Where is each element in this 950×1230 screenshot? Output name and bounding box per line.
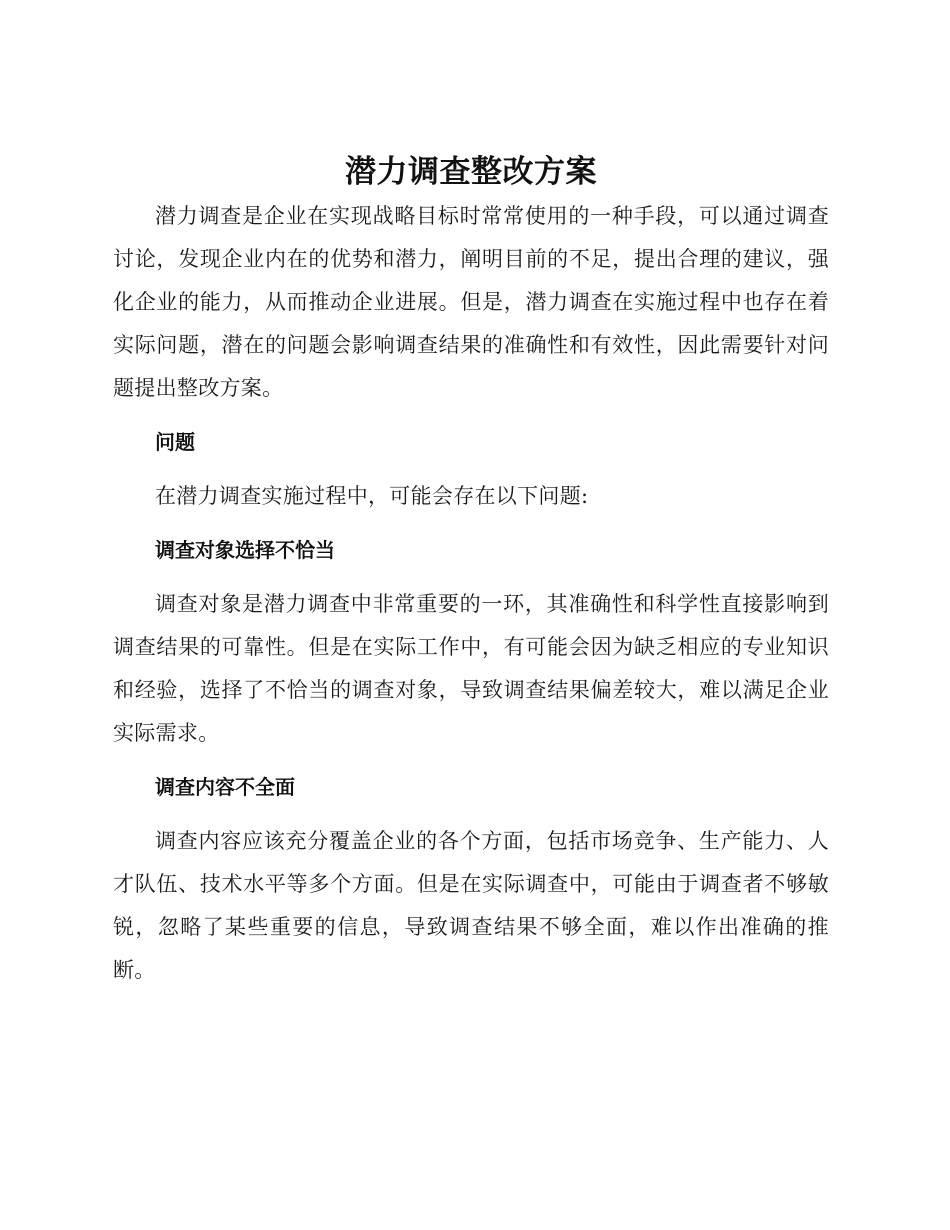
document-content (113, 150, 829, 992)
intro-paragraph: 潜力调查是企业在实现战略目标时常常使用的一种手段，可以通过调查讨论，发现企业内在的优势和潜力，阐明目前的不足，提出合理的建议，强化企业的能力，从而推动企业进展。但是，潜力调查在实施过程中也存在着实际问题，潜在的问题会影响调查结果的准确性和有效性，因此需要针对问题提出整改方案。 (113, 204, 829, 400)
document-title: 潜力调查整改方案 (345, 154, 597, 190)
subsection-body-content-coverage: 调查内容应该充分覆盖企业的各个方面，包括市场竞争、生产能力、人才队伍、技术水平等多个方面。但是在实际调查中，可能由于调查者不够敏锐，忽略了某些重要的信息，导致调查结果不够全面，难以作出准确的推断。 (113, 829, 829, 982)
subsection-body-object-selection: 调查对象是潜力调查中非常重要的一环，其准确性和科学性直接影响到调查结果的可靠性。但是在实际工作中，有可能会因为缺乏相应的专业知识和经验，选择了不恰当的调查对象，导致调查结果偏差较大，难以满足企业实际需求。 (113, 592, 829, 745)
subsection-heading-content-coverage: 调查内容不全面 (155, 775, 295, 799)
problem-lead-paragraph: 在潜力调查实施过程中，可能会存在以下问题: (155, 484, 589, 508)
subsection-heading-object-selection: 调查对象选择不恰当 (155, 538, 335, 562)
section-heading-problem: 问题 (155, 430, 195, 454)
